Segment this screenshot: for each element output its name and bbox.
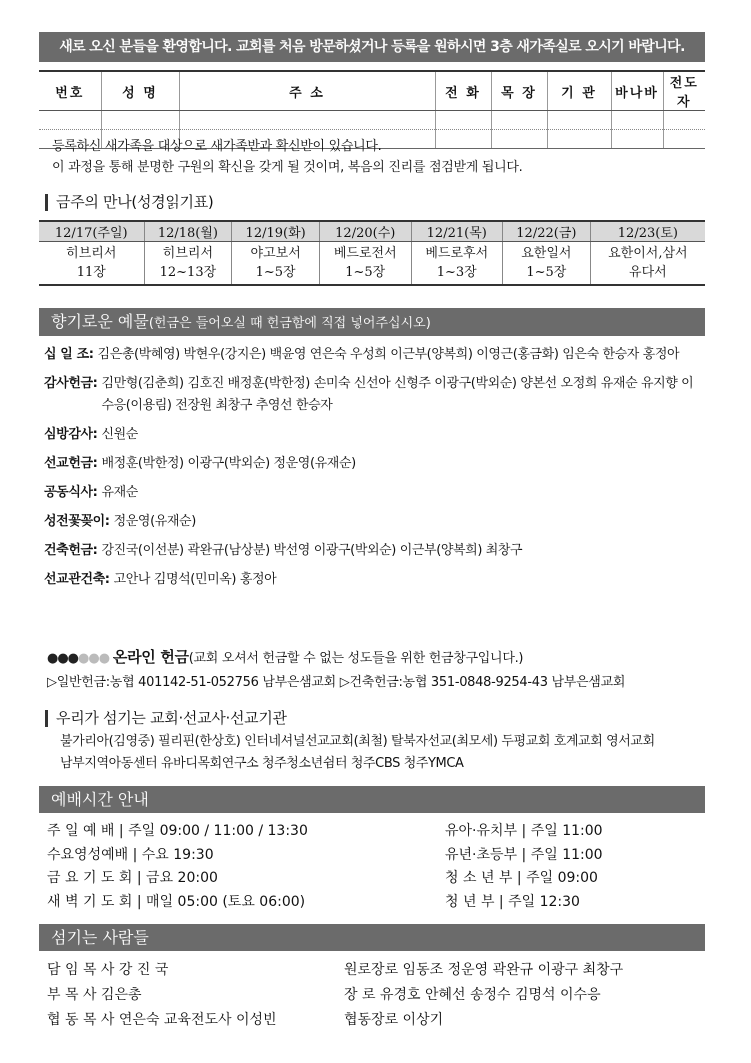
reading-date: 12/22(금) (503, 221, 591, 242)
list-item: 선교헌금: 배정훈(박한정) 이광구(박외순) 정운영(유재순) (44, 456, 356, 471)
list-item: 성전꽃꽂이: 정운영(유재순) (44, 514, 196, 529)
bullet-dots-icon: ●●●●●● (47, 651, 110, 666)
list-item: 건축헌금: 강진국(이선분) 곽완규(남상분) 박선영 이광구(박외순) 이근부(양복희) 최창구 (44, 543, 523, 558)
staff-row: 협 동 목 사 연은숙 교육전도사 이성빈 협동장로 이상기 (47, 1012, 444, 1028)
reading-passage: 히브리서 11장 (39, 242, 144, 286)
reading-date-row (39, 221, 705, 242)
serve-title: 우리가 섬기는 교회·선교사·선교기관 (45, 710, 287, 727)
reading-passage: 베드로후서 1~3장 (411, 242, 503, 286)
reading-passage: 요한일서 1~5장 (503, 242, 591, 286)
reading-date: 12/23(토) (590, 221, 705, 242)
reading-table (39, 220, 705, 286)
newcomer-notice (52, 136, 522, 178)
reading-date: 12/19(화) (232, 221, 320, 242)
staff-header: 섬기는 사람들 (39, 924, 705, 951)
notice-line: 등록하신 새가족을 대상으로 새가족반과 확신반이 있습니다. (52, 139, 382, 154)
staff-row: 담 임 목 사 강 진 국 원로장로 임동조 정운영 곽완규 이광구 최창구 (47, 962, 624, 978)
reg-col-barnabas: 바나바 (611, 71, 663, 111)
reading-passage: 요한이서,삼서 유다서 (590, 242, 705, 286)
schedule-row: 금 요 기 도 회 | 금요 20:00 청 소 년 부 | 주일 09:00 (47, 870, 598, 886)
reg-col-number: 번호 (39, 71, 101, 111)
offering-list (44, 344, 704, 598)
welcome-banner: 새로 오신 분들을 환영합니다. 교회를 처음 방문하셨거나 등록을 원하시면 3층 새가족실로 오시기 바랍니다. (39, 32, 705, 62)
reg-col-address: 주 소 (179, 71, 435, 111)
reading-title: 금주의 만나(성경읽기표) (45, 194, 213, 211)
list-item: 감사헌금: 김만형(김춘희) 김호진 배정훈(박한정) 손미숙 신선아 신형주 이광구(박외순) 양본선 오정희 유재순 유지향 이수응(이용림) 전장원 최창구 추영선 한승자 (44, 376, 694, 413)
reg-col-cell: 목 장 (491, 71, 547, 111)
list-item: 선교관건축: 고안나 김명석(민미옥) 홍정아 (44, 572, 277, 587)
reg-col-evangelist: 전도자 (663, 71, 705, 111)
schedule-row: 새 벽 기 도 회 | 매일 05:00 (토요 06:00) 청 년 부 | 주일 12:30 (47, 893, 580, 910)
reg-col-name: 성 명 (101, 71, 179, 111)
notice-line: 이 과정을 통해 분명한 구원의 확신을 갖게 될 것이며, 복음의 진리를 점검받게 됩니다. (52, 160, 523, 175)
list-item: 공동식사: 유재순 (44, 485, 138, 500)
reading-passage: 베드로전서 1~5장 (320, 242, 412, 286)
reading-date: 12/17(주일) (39, 221, 144, 242)
reading-date: 12/21(목) (411, 221, 503, 242)
registration-header-row (39, 71, 705, 111)
online-giving (47, 645, 625, 695)
reading-passage-row (39, 242, 705, 286)
table-row (39, 111, 705, 130)
offering-header (39, 308, 705, 336)
serve-list: 불가리아(김영중) 필리핀(한상호) 인터네셔널선교교회(최철) 탈북자선교(최모세) 두평교회 호계교회 영서교회 남부지역아동센터 유바디목회연구소 청주청소년쉼터 청주CBS 청주YMCA (60, 734, 655, 771)
online-title: 온라인 헌금 (112, 648, 189, 666)
worship-header: 예배시간 안내 (39, 786, 705, 813)
list-item: 심방감사: 신원순 (44, 427, 138, 442)
staff-row: 부 목 사 김은총 장 로 유경호 안혜선 송정수 김명석 이수응 (47, 987, 601, 1003)
reg-col-org: 기 관 (547, 71, 611, 111)
bank-accounts: ▷일반헌금:농협 401142-51-052756 남부은샘교회 ▷건축헌금:농협 351-0848-9254-43 남부은샘교회 (47, 675, 626, 690)
schedule-row: 수요영성예배 | 수요 19:30 유년·초등부 | 주일 11:00 (47, 846, 603, 863)
reading-date: 12/18(월) (144, 221, 232, 242)
reading-passage: 히브리서 12~13장 (144, 242, 232, 286)
online-desc: (교회 오셔서 헌금할 수 없는 성도들을 위한 헌금창구입니다.) (188, 651, 524, 666)
schedule-row: 주 일 예 배 | 주일 09:00 / 11:00 / 13:30 유아·유치부 | 주일 11:00 (47, 823, 603, 839)
list-item: 십 일 조: 김은총(박혜영) 박현우(강지은) 백윤영 연은숙 우성희 이근부(양복희) 이영근(홍금화) 임은숙 한승자 홍정아 (44, 347, 680, 362)
reg-col-phone: 전 화 (435, 71, 491, 111)
worship-schedule (47, 820, 687, 914)
offering-title: 향기로운 예물 (51, 312, 149, 331)
staff-list (47, 958, 687, 1033)
offering-subtitle: (헌금은 들어오실 때 헌금함에 직접 넣어주십시오) (148, 316, 431, 331)
reading-date: 12/20(수) (320, 221, 412, 242)
reading-passage: 야고보서 1~5장 (232, 242, 320, 286)
